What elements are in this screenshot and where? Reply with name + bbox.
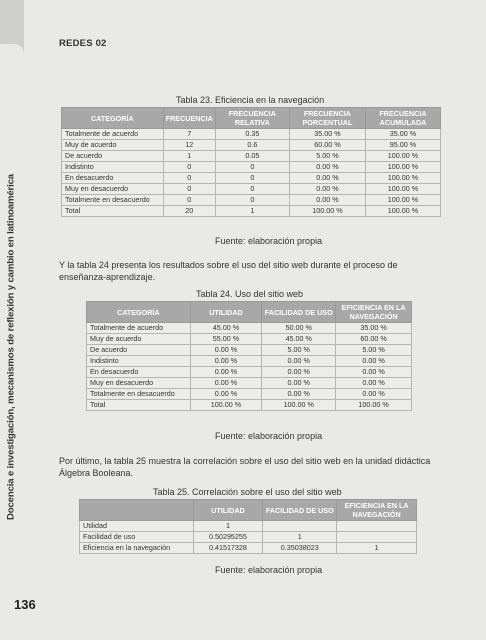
table25-caption: Tabla 25. Correlación sobre el uso del sitio web [153,487,342,497]
table23-body [62,129,441,217]
table-row [80,532,417,543]
table-row [62,206,441,217]
value-cell: 0.00 % [289,184,365,195]
table24-header-cell: FACILIDAD DE USO [262,302,336,323]
table23-header-row [62,108,441,129]
value-cell: 5.00 % [262,345,336,356]
row-label-cell: Utilidad [80,521,194,532]
running-header: REDES 02 [59,38,107,49]
table24-source: Fuente: elaboración propia [215,431,323,441]
table25-body [80,521,417,554]
table24 [86,301,412,411]
table-row [62,129,441,140]
value-cell: 100.00 % [289,206,365,217]
value-cell: 0.35 [215,129,289,140]
value-cell: 1 [263,532,337,543]
table-row [87,356,412,367]
table24-caption: Tabla 24. Uso del sitio web [196,289,304,299]
value-cell: 100.00 % [365,195,440,206]
row-label-cell: En desacuerdo [62,173,164,184]
value-cell: 35.00 % [289,129,365,140]
value-cell: 0.05 [215,151,289,162]
value-cell: 0.00 % [336,356,412,367]
value-cell: 0 [215,195,289,206]
value-cell: 35.00 % [336,323,412,334]
table25-header-cell: EFICIENCIA EN LA NAVEGACIÓN [337,500,417,521]
value-cell: 50.00 % [262,323,336,334]
paragraph-1: Y la tabla 24 presenta los resultados sobre el uso del sitio web durante el proceso de enseñanza-aprendizaje. [59,260,398,282]
value-cell: 0.00 % [190,367,262,378]
row-label-cell: Indistinto [62,162,164,173]
value-cell: 0.00 % [190,345,262,356]
table24-header-row [87,302,412,323]
table-row [80,521,417,532]
table-row [62,162,441,173]
table25-header-row [80,500,417,521]
value-cell [263,521,337,532]
row-label-cell: Totalmente en desacuerdo [62,195,164,206]
value-cell: 0.00 % [190,389,262,400]
value-cell: 12 [163,140,215,151]
value-cell: 0.35038023 [263,543,337,554]
table24-header-cell: EFICIENCIA EN LA NAVEGACIÓN [336,302,412,323]
value-cell: 0.00 % [262,356,336,367]
value-cell: 95.00 % [365,140,440,151]
value-cell [337,532,417,543]
table25 [79,499,417,554]
table-row [62,140,441,151]
value-cell: 0 [215,184,289,195]
side-title-text: Docencia e investigación, mecanismos de reflexión y cambio en latinoamérica [5,174,17,520]
table23-header-cell: FRECUENCIA [163,108,215,129]
table23-source: Fuente: elaboración propia [215,236,323,246]
value-cell: 0 [163,162,215,173]
row-label-cell: Total [87,400,191,411]
value-cell: 0.00 % [262,367,336,378]
row-label-cell: Muy en desacuerdo [87,378,191,389]
table-row [87,345,412,356]
value-cell: 1 [193,521,263,532]
value-cell: 7 [163,129,215,140]
value-cell: 0.00 % [289,162,365,173]
table24-header-cell: UTILIDAD [190,302,262,323]
table-row [62,151,441,162]
row-label-cell: Totalmente en desacuerdo [87,389,191,400]
side-title [2,174,20,520]
row-label-cell: De acuerdo [87,345,191,356]
table23-header-cell: CATEGORÍA [62,108,164,129]
value-cell: 0.00 % [336,367,412,378]
row-label-cell: Facilidad de uso [80,532,194,543]
value-cell: 0.00 % [190,356,262,367]
value-cell: 0 [215,173,289,184]
table-row [87,378,412,389]
table23-header-cell: FRECUENCIA ACUMULADA [365,108,440,129]
row-label-cell: Totalmente de acuerdo [62,129,164,140]
table-row [62,195,441,206]
value-cell: 100.00 % [365,162,440,173]
table25-header-cell [80,500,194,521]
value-cell: 0.00 % [289,195,365,206]
table23-header-cell: FRECUENCIA RELATIVA [215,108,289,129]
table25-source: Fuente: elaboración propia [215,565,323,575]
value-cell: 45.00 % [190,323,262,334]
value-cell: 0 [163,173,215,184]
row-label-cell: Indistinto [87,356,191,367]
row-label-cell: Muy de acuerdo [87,334,191,345]
value-cell: 0.41517328 [193,543,263,554]
value-cell: 1 [163,151,215,162]
table23-caption: Tabla 23. Eficiencia en la navegación [176,95,325,105]
value-cell: 45.00 % [262,334,336,345]
table-row [80,543,417,554]
row-label-cell: Muy de acuerdo [62,140,164,151]
table-row [87,323,412,334]
table23-header-cell: FRECUENCIA PORCENTUAL [289,108,365,129]
row-label-cell: Totalmente de acuerdo [87,323,191,334]
table25-header-cell: UTILIDAD [193,500,263,521]
value-cell: 5.00 % [336,345,412,356]
value-cell: 60.00 % [336,334,412,345]
page-number: 136 [14,597,36,612]
value-cell: 0 [163,184,215,195]
value-cell: 5.00 % [289,151,365,162]
table-row [87,334,412,345]
page-corner-tab [0,0,24,70]
row-label-cell: Muy en desacuerdo [62,184,164,195]
table-row [87,400,412,411]
table-row [62,173,441,184]
value-cell: 0.00 % [190,378,262,389]
value-cell [337,521,417,532]
value-cell: 20 [163,206,215,217]
row-label-cell: En desacuerdo [87,367,191,378]
value-cell: 0 [215,162,289,173]
value-cell: 100.00 % [365,173,440,184]
value-cell: 0.00 % [336,389,412,400]
table-row [62,184,441,195]
value-cell: 1 [337,543,417,554]
value-cell: 0 [163,195,215,206]
table25-header-cell: FACILIDAD DE USO [263,500,337,521]
row-label-cell: Eficiencia en la navegación [80,543,194,554]
row-label-cell: De acuerdo [62,151,164,162]
value-cell: 0.00 % [289,173,365,184]
value-cell: 100.00 % [190,400,262,411]
value-cell: 100.00 % [365,184,440,195]
value-cell: 0.50295255 [193,532,263,543]
value-cell: 35.00 % [365,129,440,140]
value-cell: 0.00 % [336,378,412,389]
value-cell: 100.00 % [365,151,440,162]
value-cell: 100.00 % [336,400,412,411]
value-cell: 0.00 % [262,389,336,400]
paragraph-2: Por último, la tabla 25 muestra la correlación sobre el uso del sitio web en la unidad didáctica Álgebra Booleana. [59,456,431,478]
table24-header-cell: CATEGORÍA [87,302,191,323]
value-cell: 1 [215,206,289,217]
value-cell: 55.00 % [190,334,262,345]
table-row [87,389,412,400]
table23 [61,107,441,217]
table-row [87,367,412,378]
table24-body [87,323,412,411]
value-cell: 0.00 % [262,378,336,389]
value-cell: 100.00 % [365,206,440,217]
value-cell: 0.6 [215,140,289,151]
value-cell: 100.00 % [262,400,336,411]
value-cell: 60.00 % [289,140,365,151]
row-label-cell: Total [62,206,164,217]
